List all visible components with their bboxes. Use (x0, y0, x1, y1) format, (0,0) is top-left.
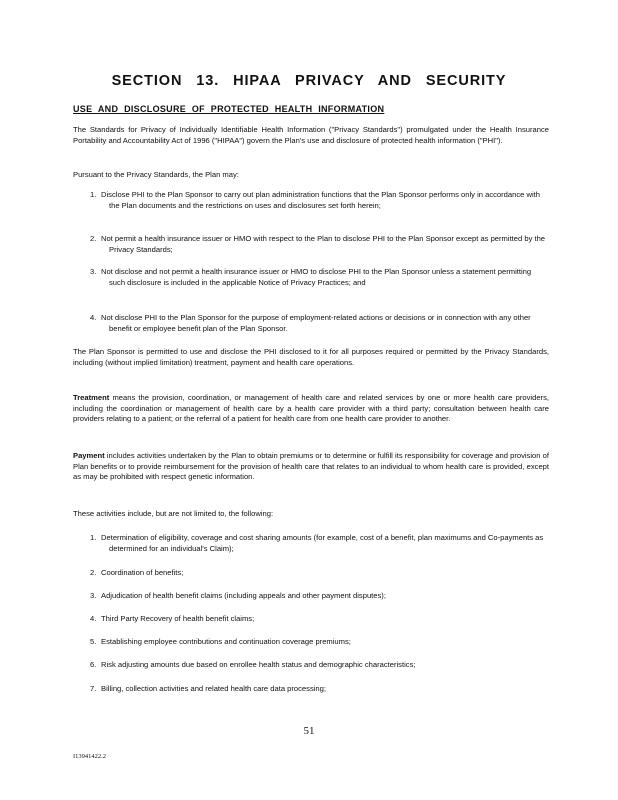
list-item-text: Disclose PHI to the Plan Sponsor to carry out plan administration functions that the Plan Sponsor performs only in accordance with the Plan documents and the restrictions on uses and disclosures set forth herein; (101, 190, 540, 210)
permitted-paragraph: The Plan Sponsor is permitted to use and disclose the PHI disclosed to it for all purposes required or permitted by the Privacy Standards, including (without implied limitation) treatment, payment and health care operations. (73, 347, 549, 367)
list-item-text: Third Party Recovery of health benefit claims; (101, 614, 255, 623)
intro-paragraph: The Standards for Privacy of Individually Identifiable Health Information ("Privacy Standards") promulgated under the Health Insurance Portability and Accountability Act of 1996 ("HIPAA") govern the Plan's use and disclosure of protected health information ("PHI"). (73, 125, 549, 145)
list-item-number: 2. (90, 234, 97, 243)
list-item (90, 684, 548, 695)
pursuant-paragraph: Pursuant to the Privacy Standards, the Plan may: (73, 170, 239, 179)
list-item-number: 5. (90, 637, 97, 646)
list-item-number: 4. (90, 614, 97, 623)
list-item-number: 6. (90, 660, 97, 669)
payment-paragraph (73, 451, 549, 483)
treatment-paragraph (73, 393, 549, 425)
list-item-number: 7. (90, 684, 97, 693)
list-item-number: 3. (90, 591, 97, 600)
list-item (90, 614, 548, 625)
list-item (90, 234, 548, 255)
list-item (90, 267, 548, 288)
section-subheading: USE AND DISCLOSURE OF PROTECTED HEALTH INFORMATION (73, 104, 385, 114)
list-item-text: Not disclose PHI to the Plan Sponsor for the purpose of employment-related actions or decisions or in connection with any other benefit or employee benefit plan of the Plan Sponsor. (101, 313, 531, 333)
list-item-text: Not permit a health insurance issuer or HMO with respect to the Plan to disclose PHI to the Plan Sponsor except as permitted by the Privacy Standards; (101, 234, 546, 254)
list-item-text: Billing, collection activities and related health care data processing; (101, 684, 326, 693)
section-title: SECTION 13. HIPAA PRIVACY AND SECURITY (111, 73, 507, 89)
list-item-number: 2. (90, 568, 97, 577)
list-item (90, 591, 548, 602)
list-item (90, 313, 548, 334)
list-item (90, 568, 548, 579)
list-item-number: 1. (90, 190, 97, 199)
payment-term: Payment (73, 451, 105, 460)
list-item-number: 1. (90, 533, 97, 542)
list-item (90, 660, 548, 671)
list-item (90, 190, 548, 211)
treatment-term: Treatment (73, 393, 110, 402)
list-item-text: Coordination of benefits; (101, 568, 184, 577)
page-number: 51 (303, 725, 315, 737)
document-id: I13941422.2 (73, 753, 107, 760)
activities-paragraph: These activities include, but are not limited to, the following: (73, 509, 274, 518)
list-item (90, 533, 548, 554)
list-item (90, 637, 548, 648)
list-item-text: Risk adjusting amounts due based on enrollee health status and demographic characteristics; (101, 660, 416, 669)
payment-definition: includes activities undertaken by the Plan to obtain premiums or to determine or fulfill its responsibility for coverage and provision of Plan benefits or to provide reimbursement for the provision of health care that relates to an individual to whom health care is provided, except as may be prohibited with respect genetic information. (73, 451, 549, 482)
list-item-text: Determination of eligibility, coverage and cost sharing amounts (for example, cost of a benefit, plan maximums and Co-payments as determined for an individual's Claim); (101, 533, 544, 553)
treatment-definition: means the provision, coordination, or management of health care and related services by one or more health care providers, including the coordination or management of health care by a health care provider with a third party; consultation between health care providers relating to a patient; or the referral of a patient for health care from one health care provider to another. (73, 393, 549, 424)
list-item-text: Adjudication of health benefit claims (including appeals and other payment disputes); (101, 591, 386, 600)
list-item-number: 3. (90, 267, 97, 276)
list-item-number: 4. (90, 313, 97, 322)
list-item-text: Establishing employee contributions and continuation coverage premiums; (101, 637, 351, 646)
list-item-text: Not disclose and not permit a health insurance issuer or HMO to disclose PHI to the Plan Sponsor unless a statement permitting such disclosure is included in the applicable Notice of Privacy Practices; and (101, 267, 532, 287)
